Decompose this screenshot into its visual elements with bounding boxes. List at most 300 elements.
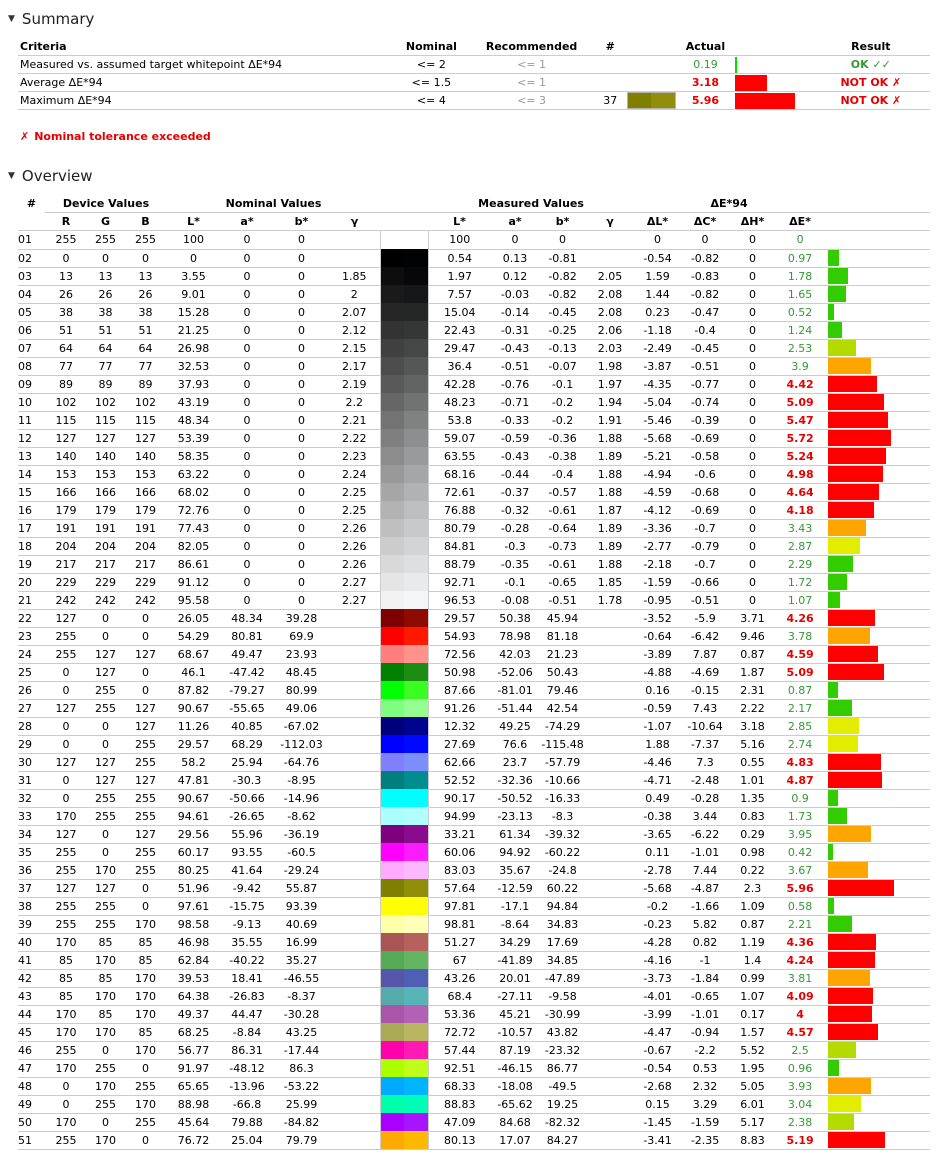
device-r: 102 <box>45 393 87 411</box>
measured-a: 50.38 <box>491 609 539 627</box>
measured-b: -0.51 <box>539 591 586 609</box>
device-g: 85 <box>87 969 124 987</box>
delta-e: 0.58 <box>776 897 824 915</box>
measured-b: 19.25 <box>539 1095 586 1113</box>
nominal-gamma <box>329 933 380 951</box>
delta-e: 4.42 <box>776 375 824 393</box>
delta-h: 0 <box>729 555 776 573</box>
patch-swatch-cell <box>380 627 428 645</box>
patch-number: 29 <box>18 735 45 753</box>
patch-swatch-cell <box>380 1005 428 1023</box>
swatch-measured-half <box>404 969 428 987</box>
delta-l: -3.99 <box>634 1005 681 1023</box>
device-r: 115 <box>45 411 87 429</box>
device-g: 170 <box>87 1023 124 1041</box>
delta-h: 0 <box>729 483 776 501</box>
device-r: 127 <box>45 825 87 843</box>
sub-header-g: G <box>87 213 124 231</box>
device-b: 217 <box>124 555 167 573</box>
patch-swatch-cell <box>380 663 428 681</box>
device-g: 255 <box>87 789 124 807</box>
device-b: 179 <box>124 501 167 519</box>
measured-gamma: 1.97 <box>586 375 634 393</box>
swatch-measured-half <box>404 879 428 897</box>
measured-l: 88.79 <box>428 555 491 573</box>
patch-number: 44 <box>18 1005 45 1023</box>
delta-e-bar-cell <box>824 771 930 789</box>
patch-number: 13 <box>18 447 45 465</box>
measured-b: -0.1 <box>539 375 586 393</box>
group-header-measured-values: Measured Values <box>428 195 634 213</box>
measured-a: -0.08 <box>491 591 539 609</box>
patch-swatch-cell <box>380 249 428 267</box>
device-g: 170 <box>87 987 124 1005</box>
patch-number: 01 <box>18 231 45 250</box>
nominal-b: 0 <box>274 519 329 537</box>
patch-row <box>18 1005 930 1023</box>
patch-number: 10 <box>18 393 45 411</box>
patch-swatch-cell <box>380 1077 428 1095</box>
patch-row <box>18 933 930 951</box>
measured-gamma: 1.88 <box>586 555 634 573</box>
patch-swatch-cell <box>380 825 428 843</box>
swatch-nominal-half <box>381 663 405 681</box>
device-r: 85 <box>45 987 87 1005</box>
device-b: 255 <box>124 753 167 771</box>
nominal-a: 0 <box>220 483 274 501</box>
delta-l: 1.88 <box>634 735 681 753</box>
nominal-l: 90.67 <box>167 699 220 717</box>
patch-row <box>18 753 930 771</box>
patch-number: 15 <box>18 483 45 501</box>
patch-swatch <box>381 339 428 357</box>
delta-e-bar-cell <box>824 843 930 861</box>
nominal-l: 32.53 <box>167 357 220 375</box>
nominal-a: 0 <box>220 537 274 555</box>
patch-row <box>18 681 930 699</box>
delta-e: 1.24 <box>776 321 824 339</box>
patch-row <box>18 555 930 573</box>
delta-e: 4.09 <box>776 987 824 1005</box>
patch-number: 16 <box>18 501 45 519</box>
patch-swatch-cell <box>380 807 428 825</box>
patch-row <box>18 951 930 969</box>
overview-section-toggle[interactable] <box>8 167 950 185</box>
patch-number: 27 <box>18 699 45 717</box>
measured-b: -30.99 <box>539 1005 586 1023</box>
nominal-l: 58.2 <box>167 753 220 771</box>
nominal-b: 0 <box>274 393 329 411</box>
patch-swatch <box>381 699 428 717</box>
nominal-a: -15.75 <box>220 897 274 915</box>
measured-a: -0.71 <box>491 393 539 411</box>
measured-gamma: 2.08 <box>586 303 634 321</box>
delta-h: 6.01 <box>729 1095 776 1113</box>
delta-e-bar <box>828 322 842 338</box>
patch-number: 51 <box>18 1131 45 1150</box>
device-g: 0 <box>87 735 124 753</box>
delta-l: -2.77 <box>634 537 681 555</box>
patch-number: 02 <box>18 249 45 267</box>
measured-gamma: 2.08 <box>586 285 634 303</box>
nominal-l: 21.25 <box>167 321 220 339</box>
swatch-nominal-half <box>381 447 405 465</box>
nominal-a: 0 <box>220 285 274 303</box>
patch-swatch-cell <box>380 357 428 375</box>
delta-e: 5.09 <box>776 663 824 681</box>
nominal-b: 40.69 <box>274 915 329 933</box>
measured-gamma: 1.91 <box>586 411 634 429</box>
device-b: 38 <box>124 303 167 321</box>
actual-value: 0.19 <box>676 56 734 74</box>
swatch-nominal-half <box>381 825 405 843</box>
delta-c: -0.51 <box>681 591 729 609</box>
recommended-value: <= 1 <box>469 74 594 92</box>
delta-e: 4.59 <box>776 645 824 663</box>
patch-swatch-cell <box>380 1041 428 1059</box>
delta-e-bar <box>828 898 834 914</box>
delta-h: 0 <box>729 321 776 339</box>
delta-e: 2.74 <box>776 735 824 753</box>
device-b: 255 <box>124 789 167 807</box>
measured-a: -0.43 <box>491 339 539 357</box>
delta-c: -0.6 <box>681 465 729 483</box>
device-g: 0 <box>87 1041 124 1059</box>
device-g: 77 <box>87 357 124 375</box>
delta-e: 5.47 <box>776 411 824 429</box>
patch-number: 43 <box>18 987 45 1005</box>
nominal-b: -36.19 <box>274 825 329 843</box>
sub-header-blank <box>18 213 45 231</box>
device-r: 204 <box>45 537 87 555</box>
patch-swatch <box>381 933 428 951</box>
delta-c: -0.47 <box>681 303 729 321</box>
device-b: 242 <box>124 591 167 609</box>
device-r: 0 <box>45 789 87 807</box>
actual-bar <box>735 57 737 73</box>
nominal-a: 41.64 <box>220 861 274 879</box>
patch-row <box>18 1023 930 1041</box>
nominal-gamma <box>329 1077 380 1095</box>
swatch-nominal-half <box>381 645 405 663</box>
patch-swatch <box>381 411 428 429</box>
swatch-nominal-half <box>381 843 405 861</box>
nominal-l: 9.01 <box>167 285 220 303</box>
nominal-a: 44.47 <box>220 1005 274 1023</box>
patch-swatch <box>381 753 428 771</box>
nominal-a: 49.47 <box>220 645 274 663</box>
nominal-b: 16.99 <box>274 933 329 951</box>
patch-row <box>18 375 930 393</box>
nominal-b: 0 <box>274 501 329 519</box>
measured-b: 43.82 <box>539 1023 586 1041</box>
patch-number: 08 <box>18 357 45 375</box>
patch-swatch-cell <box>380 699 428 717</box>
delta-e-bar-cell <box>824 339 930 357</box>
patch-swatch-cell <box>380 411 428 429</box>
swatch-measured-half <box>404 843 428 861</box>
patch-row <box>18 285 930 303</box>
summary-col-actual: Actual <box>676 38 734 56</box>
delta-c: -0.51 <box>681 357 729 375</box>
measured-a: 20.01 <box>491 969 539 987</box>
nominal-l: 95.58 <box>167 591 220 609</box>
nominal-l: 62.84 <box>167 951 220 969</box>
nominal-a: -8.84 <box>220 1023 274 1041</box>
delta-e-bar-cell <box>824 573 930 591</box>
nominal-l: 100 <box>167 231 220 250</box>
nominal-gamma <box>329 663 380 681</box>
nominal-l: 68.67 <box>167 645 220 663</box>
patch-number: 32 <box>18 789 45 807</box>
criteria-row <box>18 74 930 92</box>
delta-e: 2.29 <box>776 555 824 573</box>
patch-row <box>18 465 930 483</box>
delta-l: -3.73 <box>634 969 681 987</box>
patch-row <box>18 645 930 663</box>
nominal-gamma <box>329 879 380 897</box>
delta-c: -6.22 <box>681 825 729 843</box>
delta-h: 0 <box>729 375 776 393</box>
delta-l: -4.59 <box>634 483 681 501</box>
nominal-l: 90.67 <box>167 789 220 807</box>
measured-a: 45.21 <box>491 1005 539 1023</box>
measured-b: -0.82 <box>539 267 586 285</box>
measured-l: 76.88 <box>428 501 491 519</box>
measured-b: -0.13 <box>539 339 586 357</box>
measured-a: -0.32 <box>491 501 539 519</box>
delta-h: 2.3 <box>729 879 776 897</box>
patch-number: 09 <box>18 375 45 393</box>
patch-number: 31 <box>18 771 45 789</box>
device-r: 127 <box>45 429 87 447</box>
nominal-gamma: 2.26 <box>329 555 380 573</box>
nominal-a: 0 <box>220 231 274 250</box>
criteria-label: Maximum ΔE*94 <box>18 92 394 110</box>
swatch-nominal-half <box>381 357 405 375</box>
patch-number: 12 <box>18 429 45 447</box>
delta-l: 0.16 <box>634 681 681 699</box>
measured-l: 52.52 <box>428 771 491 789</box>
delta-l: -4.16 <box>634 951 681 969</box>
summary-col-criteria: Criteria <box>18 38 394 56</box>
overview-sub-header-row <box>18 213 930 231</box>
delta-c: -10.64 <box>681 717 729 735</box>
measured-l: 87.66 <box>428 681 491 699</box>
recommended-value: <= 3 <box>469 92 594 110</box>
measured-l: 51.27 <box>428 933 491 951</box>
nominal-a: 80.81 <box>220 627 274 645</box>
measured-l: 80.79 <box>428 519 491 537</box>
nominal-gamma: 2.27 <box>329 573 380 591</box>
nominal-a: 93.55 <box>220 843 274 861</box>
patch-swatch <box>381 465 428 483</box>
swatch-measured-half <box>404 987 428 1005</box>
nominal-a: -66.8 <box>220 1095 274 1113</box>
delta-h: 0.55 <box>729 753 776 771</box>
criteria-label: Measured vs. assumed target whitepoint ΔE*94 <box>18 56 394 74</box>
delta-e: 4.83 <box>776 753 824 771</box>
device-r: 170 <box>45 1005 87 1023</box>
measured-b: -0.36 <box>539 429 586 447</box>
delta-e-bar <box>828 304 834 320</box>
device-r: 242 <box>45 591 87 609</box>
device-g: 64 <box>87 339 124 357</box>
swatch-nominal-half <box>381 285 405 303</box>
swatch-nominal-half <box>381 519 405 537</box>
device-b: 51 <box>124 321 167 339</box>
patch-row <box>18 789 930 807</box>
patch-swatch <box>381 915 428 933</box>
measured-l: 60.06 <box>428 843 491 861</box>
delta-e: 4.64 <box>776 483 824 501</box>
device-b: 85 <box>124 933 167 951</box>
summary-section-toggle[interactable] <box>8 10 950 28</box>
device-b: 127 <box>124 717 167 735</box>
delta-c: -0.65 <box>681 987 729 1005</box>
measured-b: -60.22 <box>539 843 586 861</box>
patch-swatch <box>381 573 428 591</box>
delta-h: 0 <box>729 447 776 465</box>
nominal-gamma: 2.21 <box>329 411 380 429</box>
swatch-nominal-half <box>381 249 405 267</box>
device-r: 170 <box>45 1059 87 1077</box>
measured-l: 47.09 <box>428 1113 491 1131</box>
swatch-measured-half <box>404 699 428 717</box>
nominal-l: 58.35 <box>167 447 220 465</box>
measured-gamma <box>586 663 634 681</box>
swatch-measured-half <box>404 339 428 357</box>
delta-h: 2.22 <box>729 699 776 717</box>
measured-gamma <box>586 861 634 879</box>
measured-gamma <box>586 843 634 861</box>
actual-bar <box>735 75 767 91</box>
patch-number: 49 <box>18 1095 45 1113</box>
nominal-l: 29.56 <box>167 825 220 843</box>
nominal-b: -84.82 <box>274 1113 329 1131</box>
patch-number: 06 <box>18 321 45 339</box>
device-r: 153 <box>45 465 87 483</box>
patch-row <box>18 1077 930 1095</box>
nominal-gamma: 2.17 <box>329 357 380 375</box>
nominal-b: 0 <box>274 231 329 250</box>
patch-row <box>18 807 930 825</box>
swatch-nominal-half <box>381 1059 405 1077</box>
device-g: 170 <box>87 1077 124 1095</box>
nominal-l: 49.37 <box>167 1005 220 1023</box>
nominal-l: 46.98 <box>167 933 220 951</box>
delta-l: -0.38 <box>634 807 681 825</box>
delta-c: -0.74 <box>681 393 729 411</box>
delta-e-bar-cell <box>824 663 930 681</box>
device-r: 0 <box>45 681 87 699</box>
delta-l: 0 <box>634 231 681 250</box>
swatch-nominal-half <box>628 93 652 108</box>
measured-gamma <box>586 879 634 897</box>
delta-e-bar-cell <box>824 249 930 267</box>
patch-count: 37 <box>594 92 626 110</box>
patch-number: 24 <box>18 645 45 663</box>
delta-e-bar-cell <box>824 915 930 933</box>
measured-a: -52.06 <box>491 663 539 681</box>
swatch-measured-half <box>404 519 428 537</box>
device-b: 0 <box>124 1131 167 1150</box>
delta-l: -5.04 <box>634 393 681 411</box>
swatch-measured-half <box>404 249 428 267</box>
patch-swatch-cell <box>380 951 428 969</box>
nominal-b: 0 <box>274 429 329 447</box>
swatch-measured-half <box>404 645 428 663</box>
delta-h: 1.09 <box>729 897 776 915</box>
device-r: 85 <box>45 951 87 969</box>
delta-h: 1.19 <box>729 933 776 951</box>
summary-header-row <box>18 38 930 56</box>
nominal-gamma <box>329 1113 380 1131</box>
delta-h: 0 <box>729 285 776 303</box>
patch-number: 05 <box>18 303 45 321</box>
nominal-value: <= 2 <box>394 56 469 74</box>
nominal-l: 29.57 <box>167 735 220 753</box>
delta-e-bar <box>828 718 859 734</box>
device-g: 255 <box>87 1095 124 1113</box>
device-g: 0 <box>87 1113 124 1131</box>
patch-swatch <box>381 537 428 555</box>
device-g: 127 <box>87 753 124 771</box>
delta-e-bar <box>828 574 847 590</box>
worst-patch-swatch-cell <box>626 74 676 92</box>
device-g: 51 <box>87 321 124 339</box>
swatch-measured-half <box>404 1095 428 1113</box>
delta-c: -0.66 <box>681 573 729 591</box>
delta-e-bar <box>828 1024 878 1040</box>
delta-e-bar-cell <box>824 321 930 339</box>
device-g: 229 <box>87 573 124 591</box>
nominal-gamma <box>329 771 380 789</box>
nominal-gamma: 2.15 <box>329 339 380 357</box>
swatch-measured-half <box>404 681 428 699</box>
patch-number: 38 <box>18 897 45 915</box>
delta-h: 0.17 <box>729 1005 776 1023</box>
patch-row <box>18 429 930 447</box>
measured-gamma <box>586 735 634 753</box>
delta-h: 1.57 <box>729 1023 776 1041</box>
delta-e: 0.87 <box>776 681 824 699</box>
nominal-b: 0 <box>274 483 329 501</box>
patch-row <box>18 1059 930 1077</box>
swatch-nominal-half <box>381 1041 405 1059</box>
swatch-nominal-half <box>381 807 405 825</box>
measured-gamma <box>586 1005 634 1023</box>
swatch-measured-half <box>404 555 428 573</box>
device-g: 85 <box>87 933 124 951</box>
swatch-measured-half <box>404 429 428 447</box>
swatch-nominal-half <box>381 879 405 897</box>
delta-e-bar-cell <box>824 717 930 735</box>
patch-number: 45 <box>18 1023 45 1041</box>
patch-number: 35 <box>18 843 45 861</box>
measured-gamma <box>586 645 634 663</box>
patch-number: 17 <box>18 519 45 537</box>
patch-number: 48 <box>18 1077 45 1095</box>
delta-h: 0 <box>729 231 776 250</box>
delta-e-bar <box>828 826 871 842</box>
patch-swatch-cell <box>380 987 428 1005</box>
patch-swatch-cell <box>380 915 428 933</box>
nominal-l: 65.65 <box>167 1077 220 1095</box>
sub-header-swatch <box>380 213 428 231</box>
nominal-b: 80.99 <box>274 681 329 699</box>
nominal-a: 0 <box>220 555 274 573</box>
